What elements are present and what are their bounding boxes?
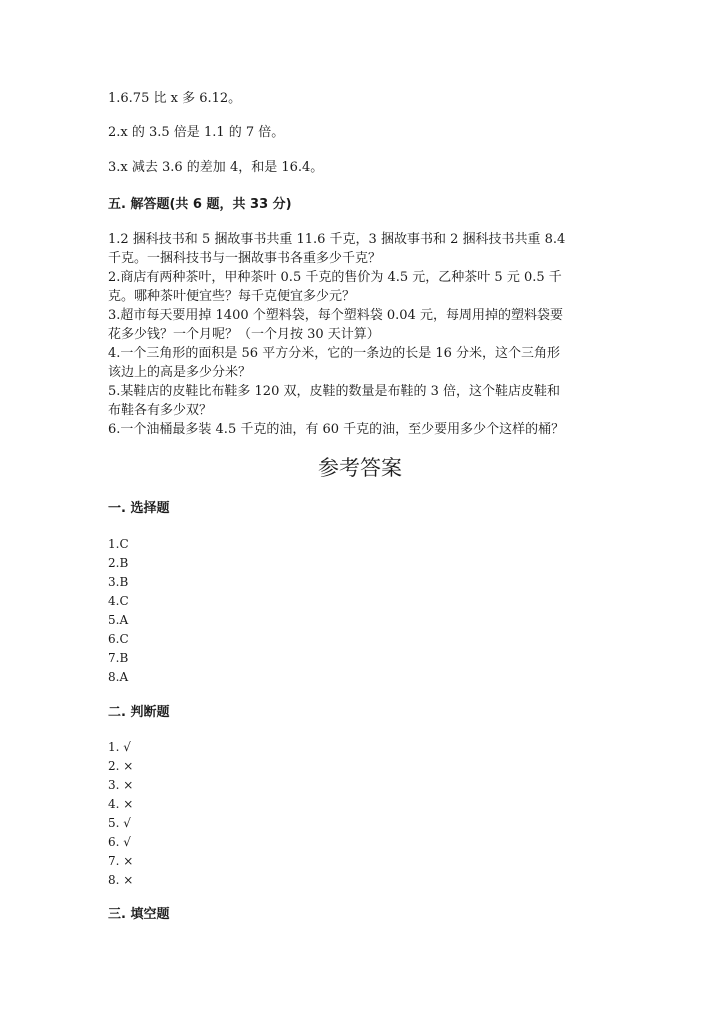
problem-line: 该边上的高是多少分米？ — [108, 365, 252, 380]
judge-heading: 二. 判断题 — [108, 705, 170, 720]
problem-line: 布鞋各有多少双？ — [108, 403, 213, 418]
list-item: 2. × — [108, 759, 134, 773]
equation-item-2: 2.x 的 3.5 倍是 1.1 的 7 倍。 — [108, 125, 285, 140]
fill-heading: 三. 填空题 — [108, 907, 170, 922]
list-item: 4. × — [108, 797, 134, 811]
list-item: 6. √ — [108, 835, 131, 849]
section5-heading: 五. 解答题(共 6 题，共 33 分) — [108, 197, 292, 212]
equation-item-1: 1.6.75 比 x 多 6.12。 — [108, 91, 242, 106]
problem-line: 克。哪种茶叶便宜些？每千克便宜多少元？ — [108, 289, 356, 304]
list-item: 6.C — [108, 632, 129, 646]
problem-line: 1.2 捆科技书和 5 捆故事书共重 11.6 千克，3 捆故事书和 2 捆科技书共重 8.4 — [108, 232, 566, 247]
judge-answers — [108, 738, 133, 890]
list-item: 3.B — [108, 575, 129, 589]
list-item: 7. × — [108, 854, 134, 868]
list-item: 4.C — [108, 594, 129, 608]
problem-line: 花多少钱？一个月呢？（一个月按 30 天计算） — [108, 327, 380, 342]
word-problems — [108, 230, 616, 439]
list-item: 7.B — [108, 651, 129, 665]
list-item: 3. × — [108, 778, 134, 792]
problem-line: 千克。一捆科技书与一捆故事书各重多少千克？ — [108, 251, 382, 266]
list-item: 8. × — [108, 873, 134, 887]
list-item: 5.A — [108, 613, 129, 627]
problem-line: 3.超市每天要用掉 1400 个塑料袋，每个塑料袋 0.04 元，每周用掉的塑料袋要 — [108, 308, 563, 323]
answer-key-title: 参考答案 — [318, 456, 402, 480]
choice-answers — [108, 535, 129, 687]
problem-line: 6.一个油桶最多装 4.5 千克的油，有 60 千克的油，至少要用多少个这样的桶？ — [108, 422, 565, 437]
list-item: 5. √ — [108, 816, 131, 830]
problem-line: 4.一个三角形的面积是 56 平方分米，它的一条边的长是 16 分米，这个三角形 — [108, 346, 561, 361]
problem-line: 5.某鞋店的皮鞋比布鞋多 120 双，皮鞋的数量是布鞋的 3 倍，这个鞋店皮鞋和 — [108, 384, 561, 399]
list-item: 1. √ — [108, 740, 131, 754]
list-item: 2.B — [108, 556, 129, 570]
problem-line: 2.商店有两种茶叶，甲种茶叶 0.5 千克的售价为 4.5 元，乙种茶叶 5 元 0.5 千 — [108, 270, 562, 285]
equation-item-3: 3.x 减去 3.6 的差加 4，和是 16.4。 — [108, 160, 324, 175]
list-item: 8.A — [108, 670, 129, 684]
list-item: 1.C — [108, 537, 129, 551]
choice-heading: 一. 选择题 — [108, 501, 170, 516]
